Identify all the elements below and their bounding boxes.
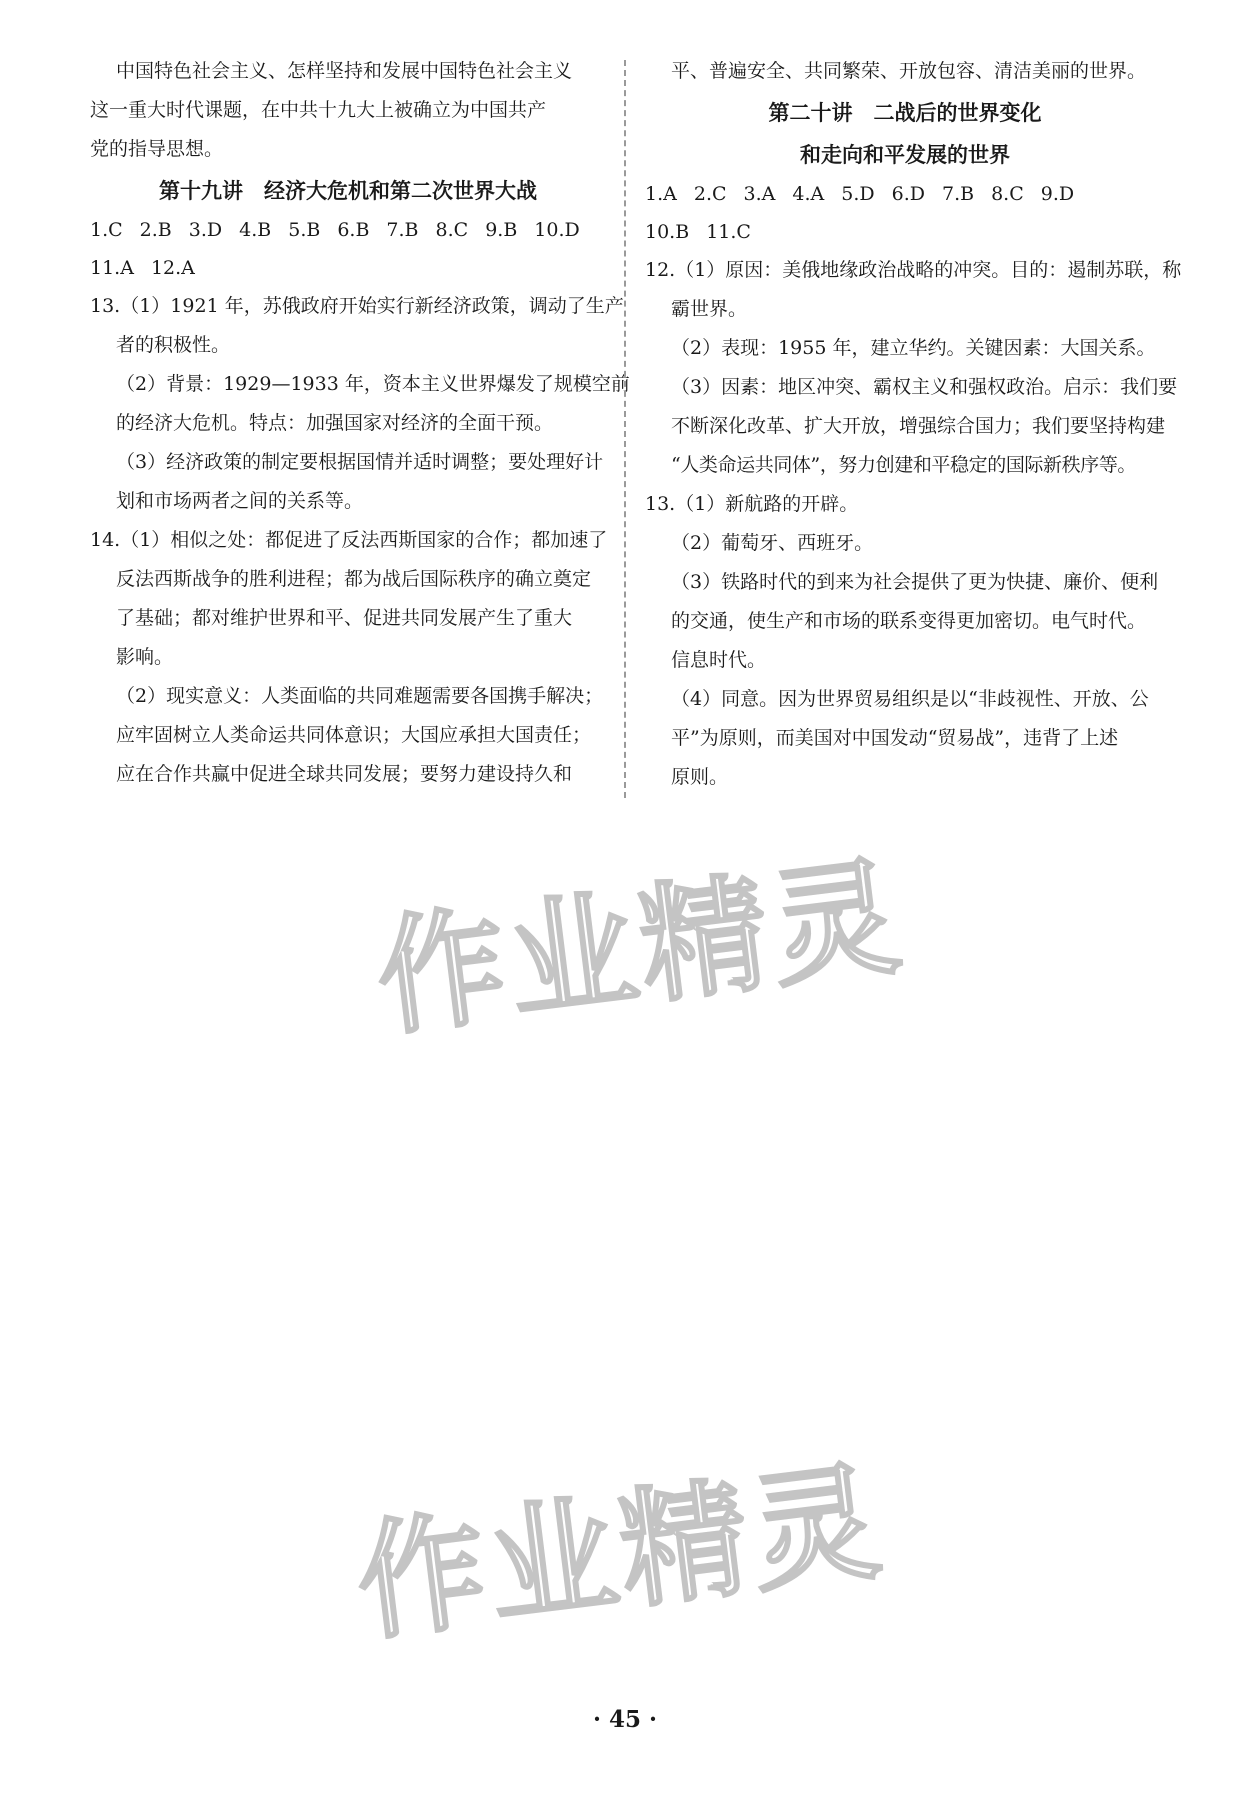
answer-line: （2）现实意义：人类面临的共同难题需要各国携手解决； [116, 685, 604, 707]
choice-answer: 7.B [942, 183, 975, 205]
continuation-line: 平、普遍安全、共同繁荣、开放包容、清洁美丽的世界。 [671, 60, 1147, 82]
intro-line: 这一重大时代课题，在中共十九大上被确立为中国共产 [90, 99, 547, 121]
answer-line: 的经济大危机。特点：加强国家对经济的全面干预。 [116, 412, 554, 434]
choice-answer: 10.D [534, 219, 580, 241]
choice-answer: 6.D [891, 183, 925, 205]
choice-answers-row [645, 175, 1165, 213]
answer-line: 划和市场两者之间的关系等。 [116, 490, 364, 512]
choice-answers-row [90, 249, 606, 287]
choice-answers-row [90, 211, 606, 249]
choice-answer: 3.D [188, 219, 223, 241]
section-heading-19: 第十九讲 经济大危机和第二次世界大战 [159, 179, 537, 203]
page-number: · 45 · [592, 1706, 658, 1733]
choice-answer: 4.A [792, 183, 825, 205]
answer-line: 影响。 [116, 646, 174, 668]
answer-line: 反法西斯战争的胜利进程；都为战后国际秩序的确立奠定 [116, 568, 592, 590]
choice-answer: 9.D [1040, 183, 1075, 205]
answer-line: （2）葡萄牙、西班牙。 [671, 532, 874, 554]
choice-answer: 8.C [435, 219, 469, 241]
choice-answer: 5.B [288, 219, 321, 241]
answer-line: 霸世界。 [671, 298, 748, 320]
choice-answer: 2.B [139, 219, 172, 241]
section-heading-20-line2: 和走向和平发展的世界 [800, 143, 1010, 167]
left-column [90, 52, 630, 794]
right-column [645, 52, 1182, 797]
choice-answer: 10.B [645, 221, 690, 243]
answer-line: 14.（1）相似之处：都促进了反法西斯国家的合作；都加速了 [90, 529, 608, 551]
answer-line: （2）表现：1955 年，建立华约。关键因素：大国关系。 [671, 337, 1156, 359]
intro-line: 党的指导思想。 [90, 138, 224, 160]
choice-answer: 9.B [485, 219, 518, 241]
answer-line: “人类命运共同体”，努力创建和平稳定的国际新秩序等。 [671, 454, 1137, 476]
choice-answer: 4.B [239, 219, 272, 241]
answer-line: （3）因素：地区冲突、霸权主义和强权政治。启示：我们要 [671, 376, 1178, 398]
choice-answer: 12.A [150, 257, 195, 279]
section-heading-20-line1: 第二十讲 二战后的世界变化 [768, 101, 1042, 125]
answer-line: 平”为原则，而美国对中国发动“贸易战”，违背了上述 [671, 727, 1119, 749]
answer-line: （4）同意。因为世界贸易组织是以“非歧视性、开放、公 [671, 688, 1149, 710]
choice-answer: 2.C [693, 183, 727, 205]
answer-line: 不断深化改革、扩大开放，增强综合国力；我们要坚持构建 [671, 415, 1166, 437]
answer-line: 应牢固树立人类命运共同体意识；大国应承担大国责任； [116, 724, 592, 746]
answer-line: 13.（1）1921 年，苏俄政府开始实行新经济政策，调动了生产 [90, 295, 624, 317]
answer-line: （3）经济政策的制定要根据国情并适时调整；要处理好计 [116, 451, 604, 473]
answer-line: （2）背景：1929—1933 年，资本主义世界爆发了规模空前 [116, 373, 630, 395]
choice-answers-row [645, 213, 1165, 251]
choice-answer: 7.B [386, 219, 419, 241]
answer-line: 的交通，使生产和市场的联系变得更加密切。电气时代。 [671, 610, 1147, 632]
choice-answer: 11.A [90, 257, 134, 279]
choice-answer: 1.A [645, 183, 677, 205]
answer-line: 13.（1）新航路的开辟。 [645, 493, 859, 515]
choice-answer: 8.C [991, 183, 1024, 205]
answer-line: 应在合作共赢中促进全球共同发展；要努力建设持久和 [116, 763, 573, 785]
choice-answer: 11.C [706, 221, 751, 243]
answer-line: 了基础；都对维护世界和平、促进共同发展产生了重大 [116, 607, 573, 629]
choice-answer: 6.B [337, 219, 370, 241]
answer-line: 原则。 [671, 766, 729, 788]
intro-line: 中国特色社会主义、怎样坚持和发展中国特色社会主义 [116, 60, 573, 82]
answer-line: 12.（1）原因：美俄地缘政治战略的冲突。目的：遏制苏联，称 [645, 259, 1182, 281]
choice-answer: 5.D [841, 183, 875, 205]
watermark: 作业精灵 [369, 842, 912, 1055]
column-divider [624, 60, 626, 798]
answer-line: （3）铁路时代的到来为社会提供了更为快捷、廉价、便利 [671, 571, 1159, 593]
choice-answer: 1.C [90, 219, 123, 241]
watermark: 作业精灵 [349, 1447, 892, 1660]
choice-answer: 3.A [743, 183, 776, 205]
answer-line: 信息时代。 [671, 649, 767, 671]
answer-line: 者的积极性。 [116, 334, 231, 356]
